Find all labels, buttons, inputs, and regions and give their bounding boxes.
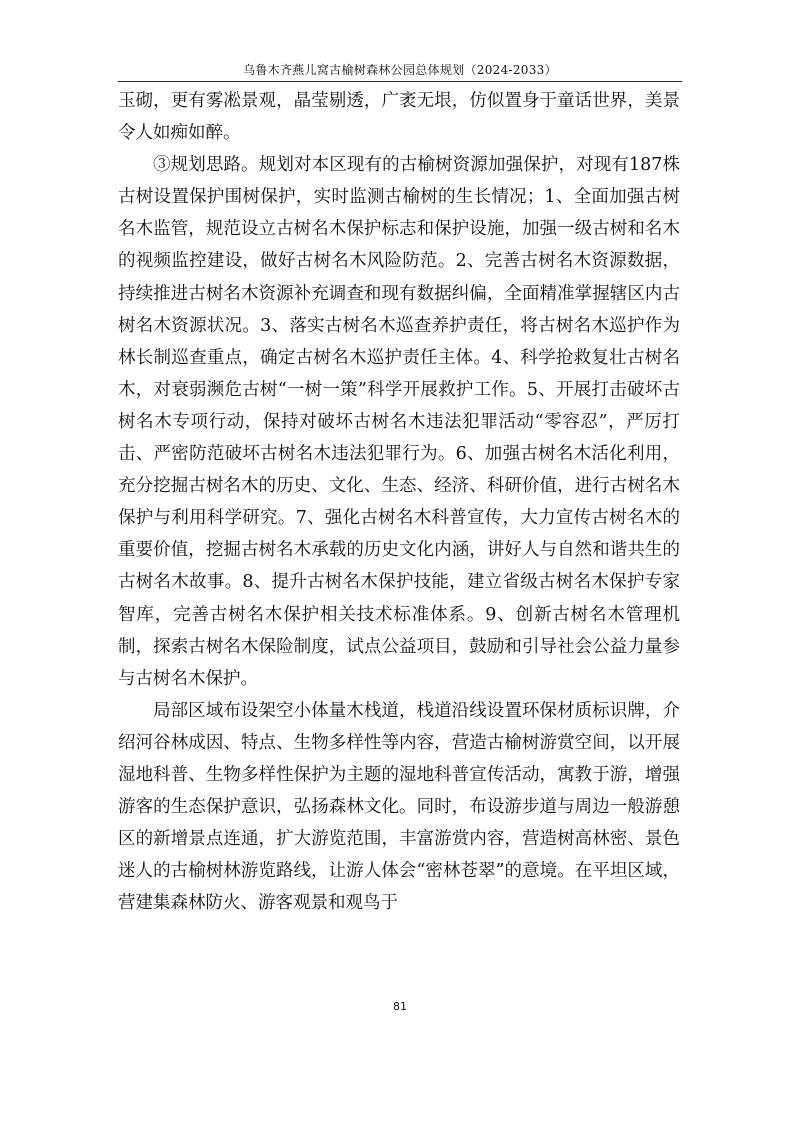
running-header: 乌鲁木齐燕儿窝古榆树森林公园总体规划（2024-2033）: [243, 63, 557, 77]
header-divider: [118, 81, 682, 82]
page-number: 81: [393, 1000, 407, 1013]
body-text: [118, 85, 680, 919]
paragraph-planning-ideas: ③规划思路。规划对本区现有的古榆树资源加强保护，对现有187株古树设置保护围树保护，实时监测古榆树的生长情况；1、全面加强古树名木监管，规范设立古树名木保护标志和保护设施，加强一级古树和名木的视频监控建设，做好古树名木风险防范。2、完善古树名木资源数据，持续推进古树名木资源补充调查和现有数据纠偏，全面精准掌握辖区内古树名木资源状况。3、落实古树名木巡查养护责任，将古树名木巡护作为林长制巡查重点，确定古树名木巡护责任主体。4、科学抢救复壮古树名木，对衰弱濒危古树“一树一策”科学开展救护工作。5、开展打击破坏古树名木专项行动，保持对破坏古树名木违法犯罪活动“零容忍”，严厉打击、严密防范破坏古树名木违法犯罪行为。6、加强古树名木活化利用，充分挖掘古树名木的历史、文化、生态、经济、科研价值，进行古树名木保护与利用科学研究。7、强化古树名木科普宣传，大力宣传古树名木的重要价值，挖掘古树名木承载的历史文化内涵，讲好人与自然和谐共生的古树名木故事。8、提升古树名木保护技能，建立省级古树名木保护专家智库，完善古树名木保护相关技术标准体系。9、创新古树名木管理机制，探索古树名木保险制度，试点公益项目，鼓励和引导社会公益力量参与古树名木保护。: [118, 155, 680, 689]
paragraph-boardwalk: 局部区域布设架空小体量木栈道，栈道沿线设置环保材质标识牌，介绍河谷林成因、特点、生物多样性等内容，营造古榆树游赏空间，以开展湿地科普、生物多样性保护为主题的湿地科普宣传活动，寓教于游，增强游客的生态保护意识，弘扬森林文化。同时，布设游步道与周边一般游憩区的新增景点连通，扩大游览范围，丰富游赏内容，营造树高林密、景色迷人的古榆树林游览路线，让游人体会“密林苍翠”的意境。在平坦区域，营建集森林防火、游客观景和观鸟于: [118, 700, 680, 914]
paragraph-continuation: 玉砌，更有雾凇景观，晶莹剔透，广袤无垠，仿似置身于童话世界，美景令人如痴如醉。: [118, 91, 680, 144]
